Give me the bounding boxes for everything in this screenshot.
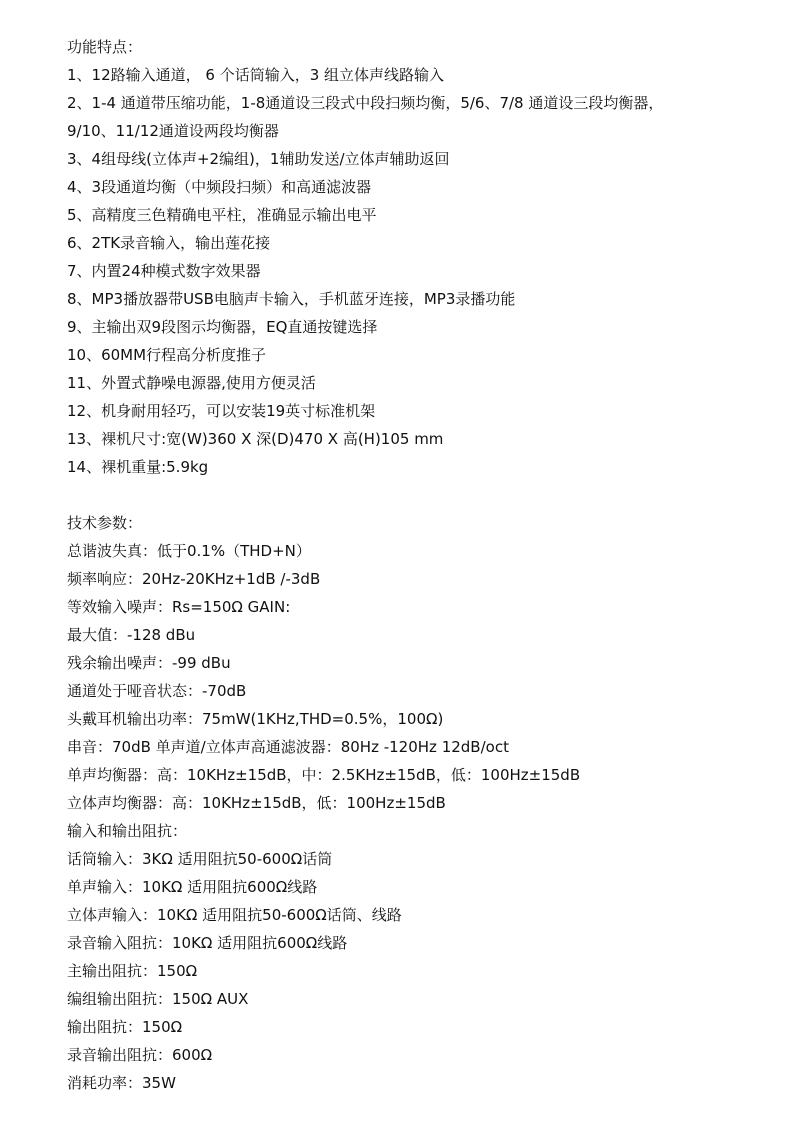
spec-item: 频率响应：20Hz-20KHz+1dB /-3dB (67, 570, 321, 588)
spec-item: 立体声均衡器：高：10KHz±15dB，低：100Hz±15dB (67, 794, 446, 812)
spec-item: 主输出阻抗：150Ω (67, 962, 198, 980)
spec-item: 残余输出噪声：-99 dBu (67, 654, 231, 672)
features-heading: 功能特点： (67, 38, 143, 56)
feature-item: 8、MP3播放器带USB电脑声卡输入，手机蓝牙连接，MP3录播功能 (67, 290, 516, 308)
document-body (67, 33, 787, 1097)
spec-item: 通道处于哑音状态：-70dB (67, 682, 247, 700)
spec-item: 等效输入噪声：Rs=150Ω GAIN: (67, 598, 291, 616)
feature-item: 7、内置24种模式数字效果器 (67, 262, 261, 280)
feature-item: 2、1-4 通道带压缩功能，1-8通道设三段式中段扫频均衡，5/6、7/8 通道设三段均衡器， (67, 94, 664, 112)
spec-item: 消耗功率：35W (67, 1074, 176, 1092)
spec-item: 输入和输出阻抗： (67, 822, 188, 840)
spec-item: 最大值：-128 dBu (67, 626, 196, 644)
feature-item: 9/10、11/12通道设两段均衡器 (67, 122, 279, 140)
spec-item: 录音输入阻抗：10KΩ 适用阻抗600Ω线路 (67, 934, 348, 952)
spec-item: 总谐波失真：低于0.1%（THD+N） (67, 542, 311, 560)
feature-item: 9、主输出双9段图示均衡器，EQ直通按键选择 (67, 318, 378, 336)
feature-item: 3、4组母线(立体声+2编组)，1辅助发送/立体声辅助返回 (67, 150, 450, 168)
feature-item: 1、12路输入通道， 6 个话筒输入，3 组立体声线路输入 (67, 66, 445, 84)
spec-item: 立体声输入：10KΩ 适用阻抗50-600Ω话筒、线路 (67, 906, 402, 924)
spec-item: 单声输入：10KΩ 适用阻抗600Ω线路 (67, 878, 318, 896)
spec-item: 串音：70dB 单声道/立体声高通滤波器：80Hz -120Hz 12dB/oct (67, 738, 509, 756)
spec-item: 输出阻抗：150Ω (67, 1018, 183, 1036)
specs-heading: 技术参数： (67, 514, 143, 532)
feature-item: 14、裸机重量:5.9kg (67, 458, 209, 476)
feature-item: 10、60MM行程高分析度推子 (67, 346, 267, 364)
spec-item: 录音输出阻抗：600Ω (67, 1046, 213, 1064)
feature-item: 11、外置式静噪电源器,使用方便灵活 (67, 374, 316, 392)
feature-item: 5、高精度三色精确电平柱，准确显示输出电平 (67, 206, 377, 224)
feature-item: 12、机身耐用轻巧，可以安装19英寸标准机架 (67, 402, 376, 420)
spec-item: 话筒输入：3KΩ 适用阻抗50-600Ω话筒 (67, 850, 333, 868)
spec-item: 头戴耳机输出功率：75mW(1KHz,THD=0.5%，100Ω) (67, 710, 444, 728)
feature-item: 6、2TK录音输入，输出莲花接 (67, 234, 271, 252)
spec-item: 单声均衡器：高：10KHz±15dB，中：2.5KHz±15dB，低：100Hz±15dB (67, 766, 581, 784)
spec-item: 编组输出阻抗：150Ω AUX (67, 990, 249, 1008)
feature-item: 4、3段通道均衡（中频段扫频）和高通滤波器 (67, 178, 372, 196)
section-spacer (67, 481, 787, 509)
feature-item: 13、裸机尺寸:宽(W)360 X 深(D)470 X 高(H)105 mm (67, 430, 444, 448)
